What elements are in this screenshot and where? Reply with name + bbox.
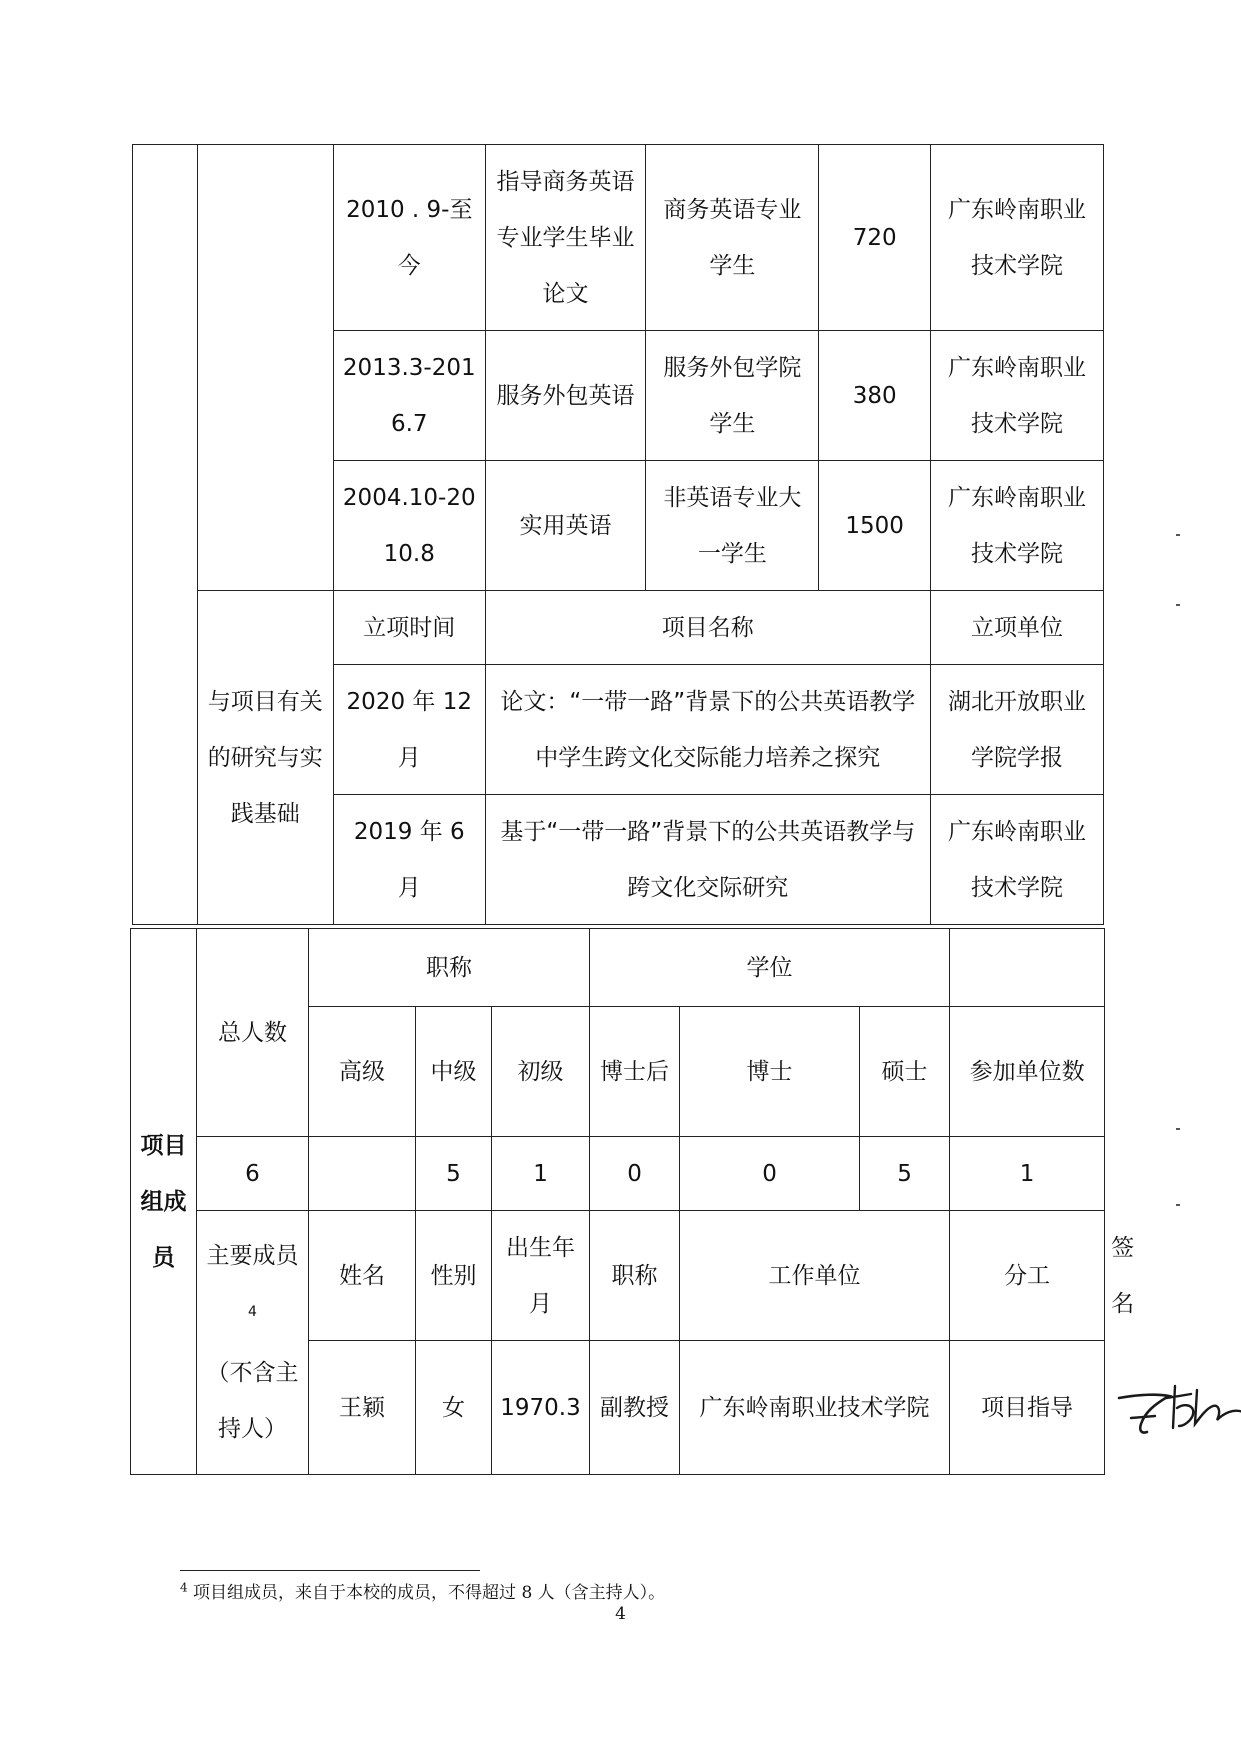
team-table: 项目组成员 总人数 职称 学位 高级 中级 初级 博士后 博士 硕士 参加单位数 6 5 1 0 0 5 1 主要成员$^4$ （不含主持人） 姓名 性别 出生年月 职称 工作单位 分工 签名 王颖 女 1970.3 副教授 广东岭南职业技术学院 项目指导 [130,928,1105,1475]
member-role: 项目指导 [950,1341,1105,1475]
teaching-time: 2013.3-2016.7 [333,331,485,461]
research-header-unit: 立项单位 [930,591,1103,665]
teaching-target: 服务外包学院学生 [646,331,819,461]
research-label: 与项目有关的研究与实践基础 [197,591,333,925]
teaching-label-cell [197,145,333,591]
handwritten-signature-icon [1111,1368,1241,1448]
members-label: 主要成员 [206,1242,299,1269]
page-number: 4 [615,1604,626,1624]
member-workplace: 广东岭南职业技术学院 [680,1341,950,1475]
member-title-header: 职称 [590,1211,680,1341]
junior-header: 初级 [492,1007,590,1137]
postdoc-value: 0 [590,1137,680,1211]
birth-header: 出生年月 [492,1211,590,1341]
units-value: 1 [950,1137,1105,1211]
name-header: 姓名 [309,1211,416,1341]
teaching-unit: 广东岭南职业技术学院 [930,145,1103,331]
total-label: 总人数 [197,929,309,1137]
master-value: 5 [860,1137,950,1211]
teaching-time: 2004.10-2010.8 [333,461,485,591]
section-label-cell [133,145,198,925]
junior-value: 1 [492,1137,590,1211]
teaching-target: 商务英语专业学生 [646,145,819,331]
middle-value: 5 [416,1137,492,1211]
scan-speck [1176,604,1180,606]
member-gender: 女 [416,1341,492,1475]
title-label: 职称 [309,929,590,1007]
teaching-unit: 广东岭南职业技术学院 [930,461,1103,591]
teaching-course: 指导商务英语专业学生毕业论文 [485,145,646,331]
teaching-time: 2010 . 9-至今 [333,145,485,331]
teaching-count: 720 [819,145,931,331]
doctor-value: 0 [680,1137,860,1211]
senior-header: 高级 [309,1007,416,1137]
research-header-name: 项目名称 [485,591,930,665]
research-name: 基于“一带一路”背景下的公共英语教学与跨文化交际研究 [485,795,930,925]
research-unit: 广东岭南职业技术学院 [930,795,1103,925]
members-label-cell [197,1211,309,1475]
footnote-divider [180,1570,480,1571]
senior-value [309,1137,416,1211]
teaching-count: 380 [819,331,931,461]
units-header: 参加单位数 [950,1007,1105,1137]
footnote-mark: 4 [180,1580,188,1595]
teaching-course: 服务外包英语 [485,331,646,461]
team-section-label: 项目组成员 [131,929,197,1475]
total-value: 6 [197,1137,309,1211]
member-birth: 1970.3 [492,1341,590,1475]
master-header: 硕士 [860,1007,950,1137]
teaching-target: 非英语专业大一学生 [646,461,819,591]
middle-header: 中级 [416,1007,492,1137]
research-unit: 湖北开放职业学院学报 [930,665,1103,795]
member-title: 副教授 [590,1341,680,1475]
upper-table [132,144,1104,925]
research-header-time: 立项时间 [333,591,485,665]
teaching-count: 1500 [819,461,931,591]
teaching-unit: 广东岭南职业技术学院 [930,331,1103,461]
research-time: 2019 年 6 月 [333,795,485,925]
gender-header: 性别 [416,1211,492,1341]
members-sub: （不含主持人） [206,1360,299,1443]
scan-speck [1176,534,1180,536]
empty-header-cell [950,929,1105,1007]
degree-label: 学位 [590,929,950,1007]
scan-speck [1176,1204,1180,1206]
scan-speck [1176,1128,1180,1130]
footnote-text: 项目组成员，来自于本校的成员，不得超过 8 人（含主持人）。 [193,1583,666,1603]
workplace-header: 工作单位 [680,1211,950,1341]
role-header: 分工 [950,1211,1105,1341]
postdoc-header: 博士后 [590,1007,680,1137]
doctor-header: 博士 [680,1007,860,1137]
teaching-course: 实用英语 [485,461,646,591]
member-name: 王颖 [309,1341,416,1475]
footnote-ref: 4 [248,1303,257,1320]
footnote [180,1578,665,1603]
research-time: 2020 年 12 月 [333,665,485,795]
research-name: 论文：“一带一路”背景下的公共英语教学中学生跨文化交际能力培养之探究 [485,665,930,795]
